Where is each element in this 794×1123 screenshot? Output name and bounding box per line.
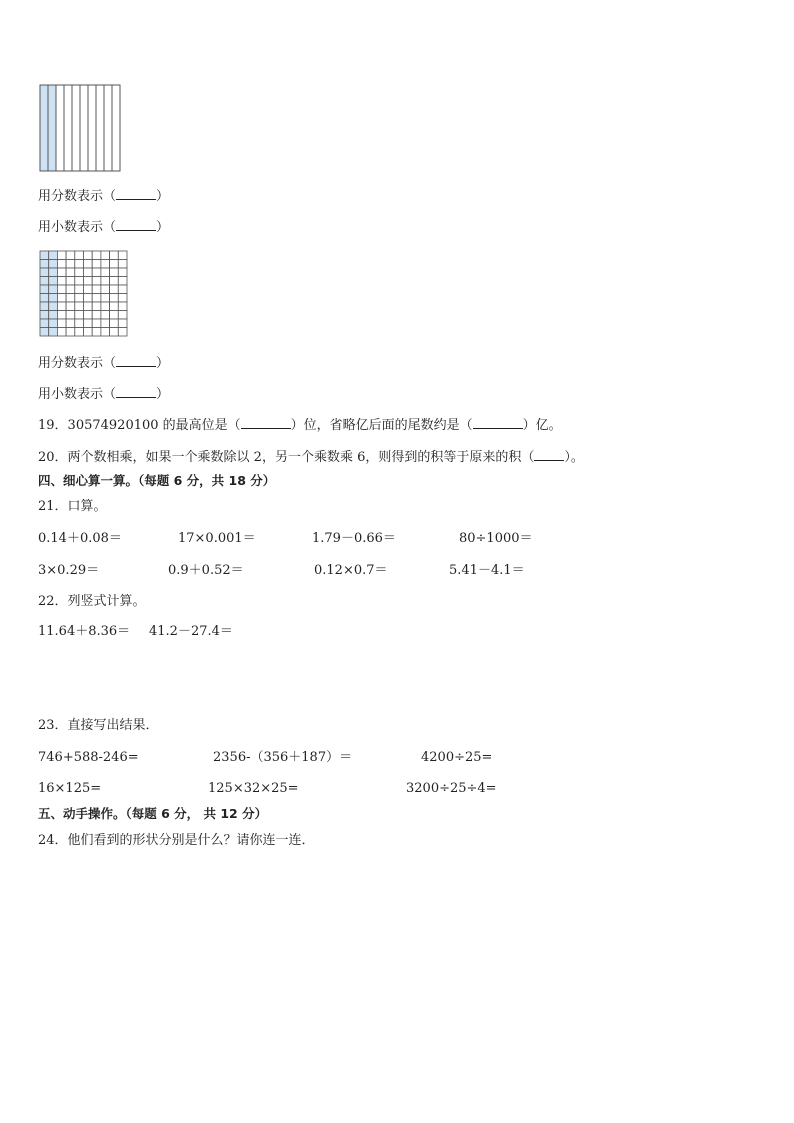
grid-cell [57,268,66,277]
calc-item: 11.64＋8.36＝ [38,624,131,639]
grid-cell [66,268,75,277]
shaded-cell [40,328,49,337]
grid-cell [110,285,119,294]
shaded-cell [40,268,49,277]
shaded-cell [49,260,58,269]
calc-item: 5.41－4.1＝ [449,563,525,578]
grid-cell [84,277,93,286]
grid-cell [92,311,101,320]
grid-cell [57,294,66,303]
grid-cell [57,251,66,260]
answer-blank[interactable] [473,416,523,429]
grid-cell [84,285,93,294]
grid-cell [75,328,84,337]
grid-cell [84,311,93,320]
grid-cell [57,319,66,328]
grid-cell [66,277,75,286]
shaded-cell [49,311,58,320]
calc-item: 125×32×25= [208,781,299,796]
shaded-cell [49,302,58,311]
calc-item: 4200÷25= [421,750,493,765]
grid-cell [110,311,119,320]
calc-item: 3×0.29＝ [38,563,100,578]
grid-cell [118,311,127,320]
grid-cell [75,251,84,260]
grid-cell [101,268,110,277]
section-5-title: 五、动手操作。（每题 6 分， 共 12 分） [38,806,268,821]
grid-cell [101,277,110,286]
shaded-cell [40,251,49,260]
calc-item: 0.12×0.7＝ [314,563,388,578]
grid-cell [92,294,101,303]
grid-cell [57,328,66,337]
calc-item: 1.79－0.66＝ [312,531,396,546]
grid-cell [92,251,101,260]
answer-blank[interactable] [116,354,156,367]
strip [56,85,64,171]
grid-cell [66,311,75,320]
answer-blank[interactable] [116,385,156,398]
shaded-cell [40,260,49,269]
calc-item: 2356-（356＋187）＝ [213,750,353,765]
grid-cell [66,285,75,294]
shaded-cell [49,268,58,277]
grid-cell [118,285,127,294]
calc-item: 0.9＋0.52＝ [168,563,244,578]
decimal-prompt-1: 用小数表示（ ） [38,220,170,235]
shaded-cell [40,294,49,303]
calc-item: 41.2－27.4＝ [149,624,233,639]
grid-cell [118,251,127,260]
grid-cell [118,260,127,269]
strip [96,85,104,171]
strip [64,85,72,171]
shaded-cell [49,294,58,303]
grid-cell [101,311,110,320]
shaded-strip [40,85,48,171]
fraction-prompt-1: 用分数表示（ ） [38,189,170,204]
grid-cell [57,285,66,294]
grid-cell [92,285,101,294]
answer-blank[interactable] [241,416,291,429]
calc-item: 80÷1000＝ [459,531,533,546]
question-22-title: 22．列竖式计算。 [38,594,146,609]
grid-cell [57,302,66,311]
shaded-cell [40,319,49,328]
calc-item: 746+588-246= [38,750,139,765]
grid-cell [66,302,75,311]
grid-cell [84,302,93,311]
grid-cell [92,268,101,277]
strip [104,85,112,171]
grid-cell [84,328,93,337]
shaded-strip [48,85,56,171]
grid-cell [118,319,127,328]
shaded-cell [40,302,49,311]
grid-cell [84,319,93,328]
shaded-cell [49,285,58,294]
shaded-cell [40,277,49,286]
shaded-cell [40,285,49,294]
question-24-title: 24．他们看到的形状分别是什么？请你连一连． [38,833,315,848]
grid-cell [110,319,119,328]
section-4-title: 四、细心算一算。（每题 6 分，共 18 分） [38,473,276,488]
question-21-title: 21．口算。 [38,499,107,514]
strip [72,85,80,171]
question-19: 19．30574920100 的最高位是（ ）位，省略亿后面的尾数约是（ ）亿。 [38,418,562,433]
grid-cell [75,260,84,269]
strip [80,85,88,171]
calc-item: 3200÷25÷4= [406,781,497,796]
grid-cell [66,319,75,328]
grid-cell [92,319,101,328]
answer-blank[interactable] [534,448,564,461]
grid-cell [101,328,110,337]
grid-cell [118,277,127,286]
grid-cell [92,277,101,286]
grid-cell [101,302,110,311]
grid-cell [84,268,93,277]
strip [112,85,120,171]
grid-cell [66,328,75,337]
calc-item: 0.14＋0.08＝ [38,531,122,546]
shaded-cell [40,311,49,320]
grid-cell [110,268,119,277]
grid-cell [57,277,66,286]
shaded-cell [49,251,58,260]
grid-cell [110,251,119,260]
grid-cell [84,294,93,303]
grid-cell [75,302,84,311]
grid-cell [110,302,119,311]
grid-cell [84,251,93,260]
shaded-cell [49,319,58,328]
grid-cell [92,302,101,311]
question-20: 20．两个数相乘，如果一个乘数除以 2，另一个乘数乘 6，则得到的积等于原来的积（ ）。 [38,450,584,465]
grid-cell [75,277,84,286]
grid-cell [101,319,110,328]
grid-cell [101,260,110,269]
grid-cell [118,328,127,337]
grid-cell [101,251,110,260]
grid-cell [110,277,119,286]
grid-cell [110,260,119,269]
shaded-cell [49,277,58,286]
grid-cell [66,294,75,303]
answer-blank[interactable] [116,187,156,200]
grid-cell [75,311,84,320]
grid-cell [75,285,84,294]
grid-cell [75,319,84,328]
grid-cell [118,268,127,277]
fraction-prompt-2: 用分数表示（ ） [38,356,170,371]
grid-cell [57,260,66,269]
grid-cell [75,294,84,303]
grid-cell [92,328,101,337]
grid-cell [118,294,127,303]
shaded-cell [49,328,58,337]
grid-cell [66,251,75,260]
question-23-title: 23．直接写出结果． [38,718,159,733]
grid-cell [66,260,75,269]
calc-item: 17×0.001＝ [178,531,256,546]
grid-cell [110,294,119,303]
grid-cell [57,311,66,320]
figure-grid [39,250,129,338]
grid-cell [110,328,119,337]
grid-cell [92,260,101,269]
grid-cell [101,285,110,294]
figure-strips [39,84,121,172]
strip [88,85,96,171]
answer-blank[interactable] [116,218,156,231]
grid-cell [101,294,110,303]
calc-item: 16×125= [38,781,102,796]
decimal-prompt-2: 用小数表示（ ） [38,387,170,402]
grid-cell [118,302,127,311]
grid-cell [75,268,84,277]
grid-cell [84,260,93,269]
